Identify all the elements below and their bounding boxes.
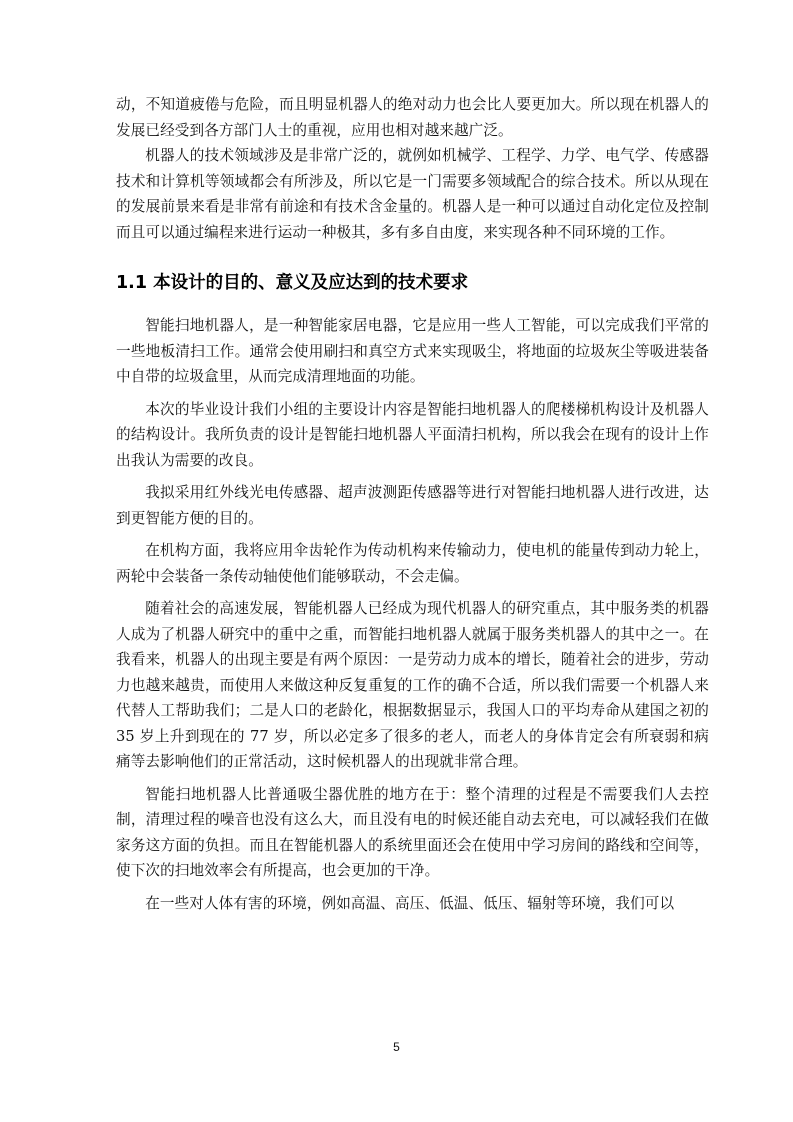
document-page [116,92,709,916]
section-heading-1-1: 1.1 本设计的目的、意义及应达到的技术要求 [116,273,469,293]
paragraph-social-background: 随着社会的高速发展，智能机器人已经成为现代机器人的研究重点，其中服务类的机器人成为了机器人研究中的重中之重，而智能扫地机器人就属于服务类机器人的其中之一。在我看来，机器人的出现主要是有两个原因：一是劳动力成本的增长，随着社会的进步，劳动力也越来越贵，而使用人来做这种反复重复的工作的确不合适，所以我们需要一个机器人来代替人工帮助我们；二是人口的老龄化，根据数据显示，我国人口的平均寿命从建国之初的 35 岁上升到现在的 77 岁，所以必定多了很多的老人，而老人的身体肯定会有所衰弱和病痛等去影响他们的正常活动，这时候机器人的出现就非常合理。 [116,600,709,770]
page-number: 5 [393,1040,400,1054]
paragraph-design-content: 本次的毕业设计我们小组的主要设计内容是智能扫地机器人的爬楼梯机构设计及机器人的结构设计。我所负责的设计是智能扫地机器人平面清扫机构，所以我会在现有的设计上作出我认为需要的改良。 [116,400,709,469]
paragraph-mechanism: 在机构方面，我将应用伞齿轮作为传动机构来传输动力，使电机的能量传到动力轮上，两轮中会装备一条传动轴使他们能够联动，不会走偏。 [116,542,709,585]
paragraph-robot-technology: 机器人的技术领域涉及是非常广泛的，就例如机械学、工程学、力学、电气学、传感器技术和计算机等领域都会有所涉及，所以它是一门需要多领域配合的综合技术。所以从现在的发展前景来看是非常有前途和有技术含金量的。机器人是一种可以通过自动化定位及控制而且可以通过编程来进行运动一种极其，多有多自由度，来实现各种不同环境的工作。 [116,147,709,241]
paragraph-harmful-environment: 在一些对人体有害的环境，例如高温、高压、低温、低压、辐射等环境，我们可以 [145,894,675,912]
paragraph-sensors: 我拟采用红外线光电传感器、超声波测距传感器等进行对智能扫地机器人进行改进，达到更智能方便的目的。 [116,484,709,527]
paragraph-advantages: 智能扫地机器人比普通吸尘器优胜的地方在于：整个清理的过程是不需要我们人去控制，清理过程的噪音也没有这么大，而且没有电的时候还能自动去充电，可以减轻我们在做家务这方面的负担。而且在智能机器人的系统里面还会在使用中学习房间的路线和空间等，使下次的扫地效率会有所提高，也会更加的干净。 [116,785,709,879]
paragraph-continuation: 动，不知道疲倦与危险，而且明显机器人的绝对动力也会比人要更加大。所以现在机器人的发展已经受到各方部门人士的重视，应用也相对越来越广泛。 [116,96,709,139]
paragraph-definition: 智能扫地机器人，是一种智能家居电器，它是应用一些人工智能，可以完成我们平常的一些地板清扫工作。通常会使用刷扫和真空方式来实现吸尘，将地面的垃圾灰尘等吸进装备中自带的垃圾盒里，从而完成清理地面的功能。 [116,317,709,385]
